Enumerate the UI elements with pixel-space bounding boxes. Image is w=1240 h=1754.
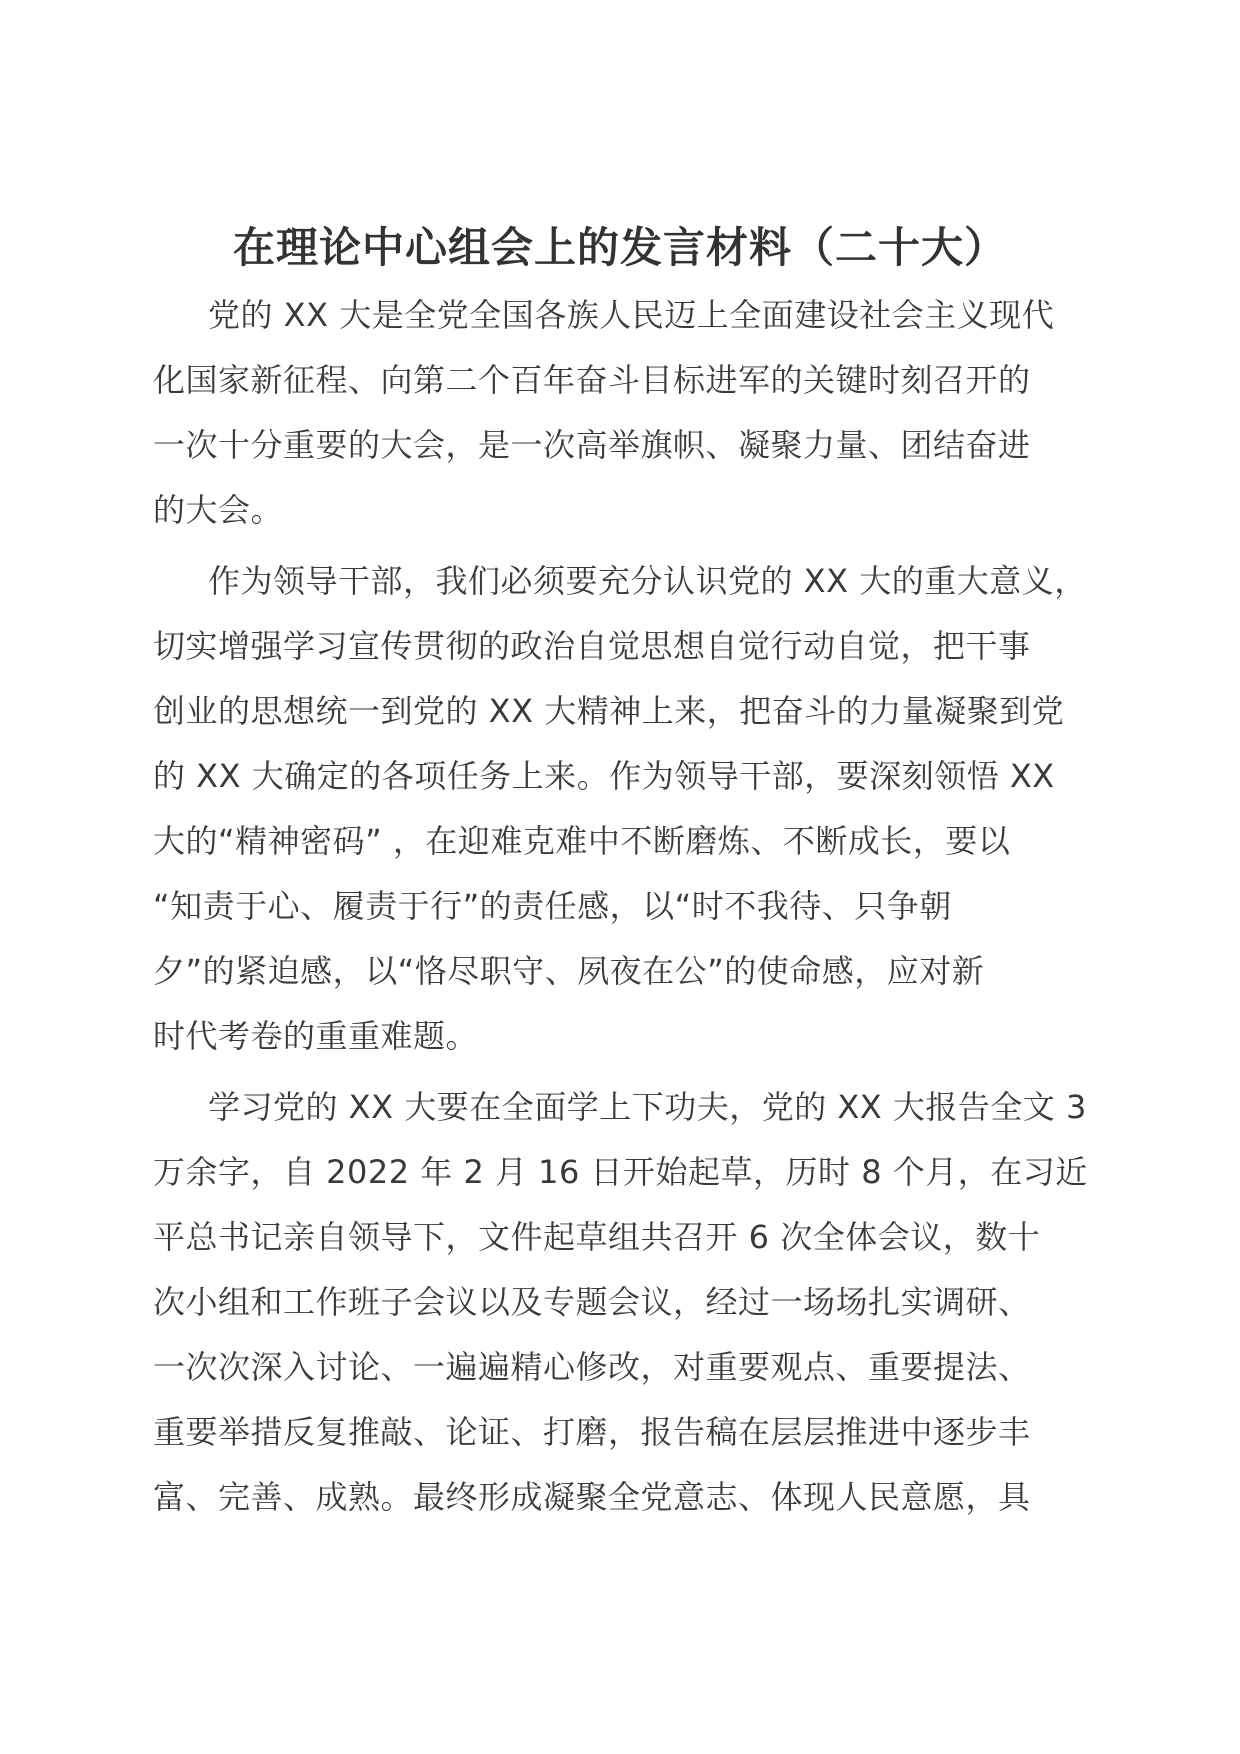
paragraph-line: 创业的思想统一到党的 XX 大精神上来，把奋斗的力量凝聚到党 xyxy=(153,692,1065,730)
paragraph-line: 一次十分重要的大会，是一次高举旗帜、凝聚力量、团结奋进 xyxy=(153,426,1031,464)
paragraph-2 xyxy=(153,549,1093,1069)
paragraph-line: 的 XX 大确定的各项任务上来。作为领导干部，要深刻领悟 XX xyxy=(153,757,1055,795)
paragraph-line: 大的“精神密码” ，在迎难克难中不断磨炼、不断成长，要以 xyxy=(153,822,1011,860)
paragraph-line: 平总书记亲自领导下，文件起草组共召开 6 次全体会议，数十 xyxy=(153,1218,1041,1256)
paragraph-line: 切实增强学习宣传贯彻的政治自觉思想自觉行动自觉，把干事 xyxy=(153,627,1031,665)
paragraph-line: 学习党的 XX 大要在全面学上下功夫，党的 XX 大报告全文 3 xyxy=(208,1088,1087,1126)
document-body xyxy=(153,283,1093,1530)
paragraph-line: 党的 XX 大是全党全国各族人民迈上全面建设社会主义现代 xyxy=(208,296,1055,334)
paragraph-line: 化国家新征程、向第二个百年奋斗目标进军的关键时刻召开的 xyxy=(153,361,1031,399)
paragraph-line: 次小组和工作班子会议以及专题会议，经过一场场扎实调研、 xyxy=(153,1283,1031,1321)
paragraph-1 xyxy=(153,283,1093,543)
paragraph-3 xyxy=(153,1075,1093,1530)
paragraph-line: 作为领导干部，我们必须要充分认识党的 XX 大的重大意义， xyxy=(208,562,1087,600)
paragraph-line: 富、完善、成熟。最终形成凝聚全党意志、体现人民意愿，具 xyxy=(153,1478,1031,1516)
paragraph-line: 一次次深入讨论、一遍遍精心修改，对重要观点、重要提法、 xyxy=(153,1348,1031,1386)
document-title: 在理论中心组会上的发言材料（二十大） xyxy=(232,223,1007,272)
paragraph-line: “知责于心、履责于行”的责任感，以“时不我待、只争朝 xyxy=(153,887,952,925)
paragraph-line: 万余字，自 2022 年 2 月 16 日开始起草，历时 8 个月，在习近 xyxy=(153,1153,1088,1191)
paragraph-line: 重要举措反复推敲、论证、打磨，报告稿在层层推进中逐步丰 xyxy=(153,1413,1031,1451)
paragraph-line: 时代考卷的重重难题。 xyxy=(153,1017,479,1055)
paragraph-line: 的大会。 xyxy=(153,491,284,529)
paragraph-line: 夕”的紧迫感，以“恪尽职守、夙夜在公”的使命感，应对新 xyxy=(153,952,985,990)
